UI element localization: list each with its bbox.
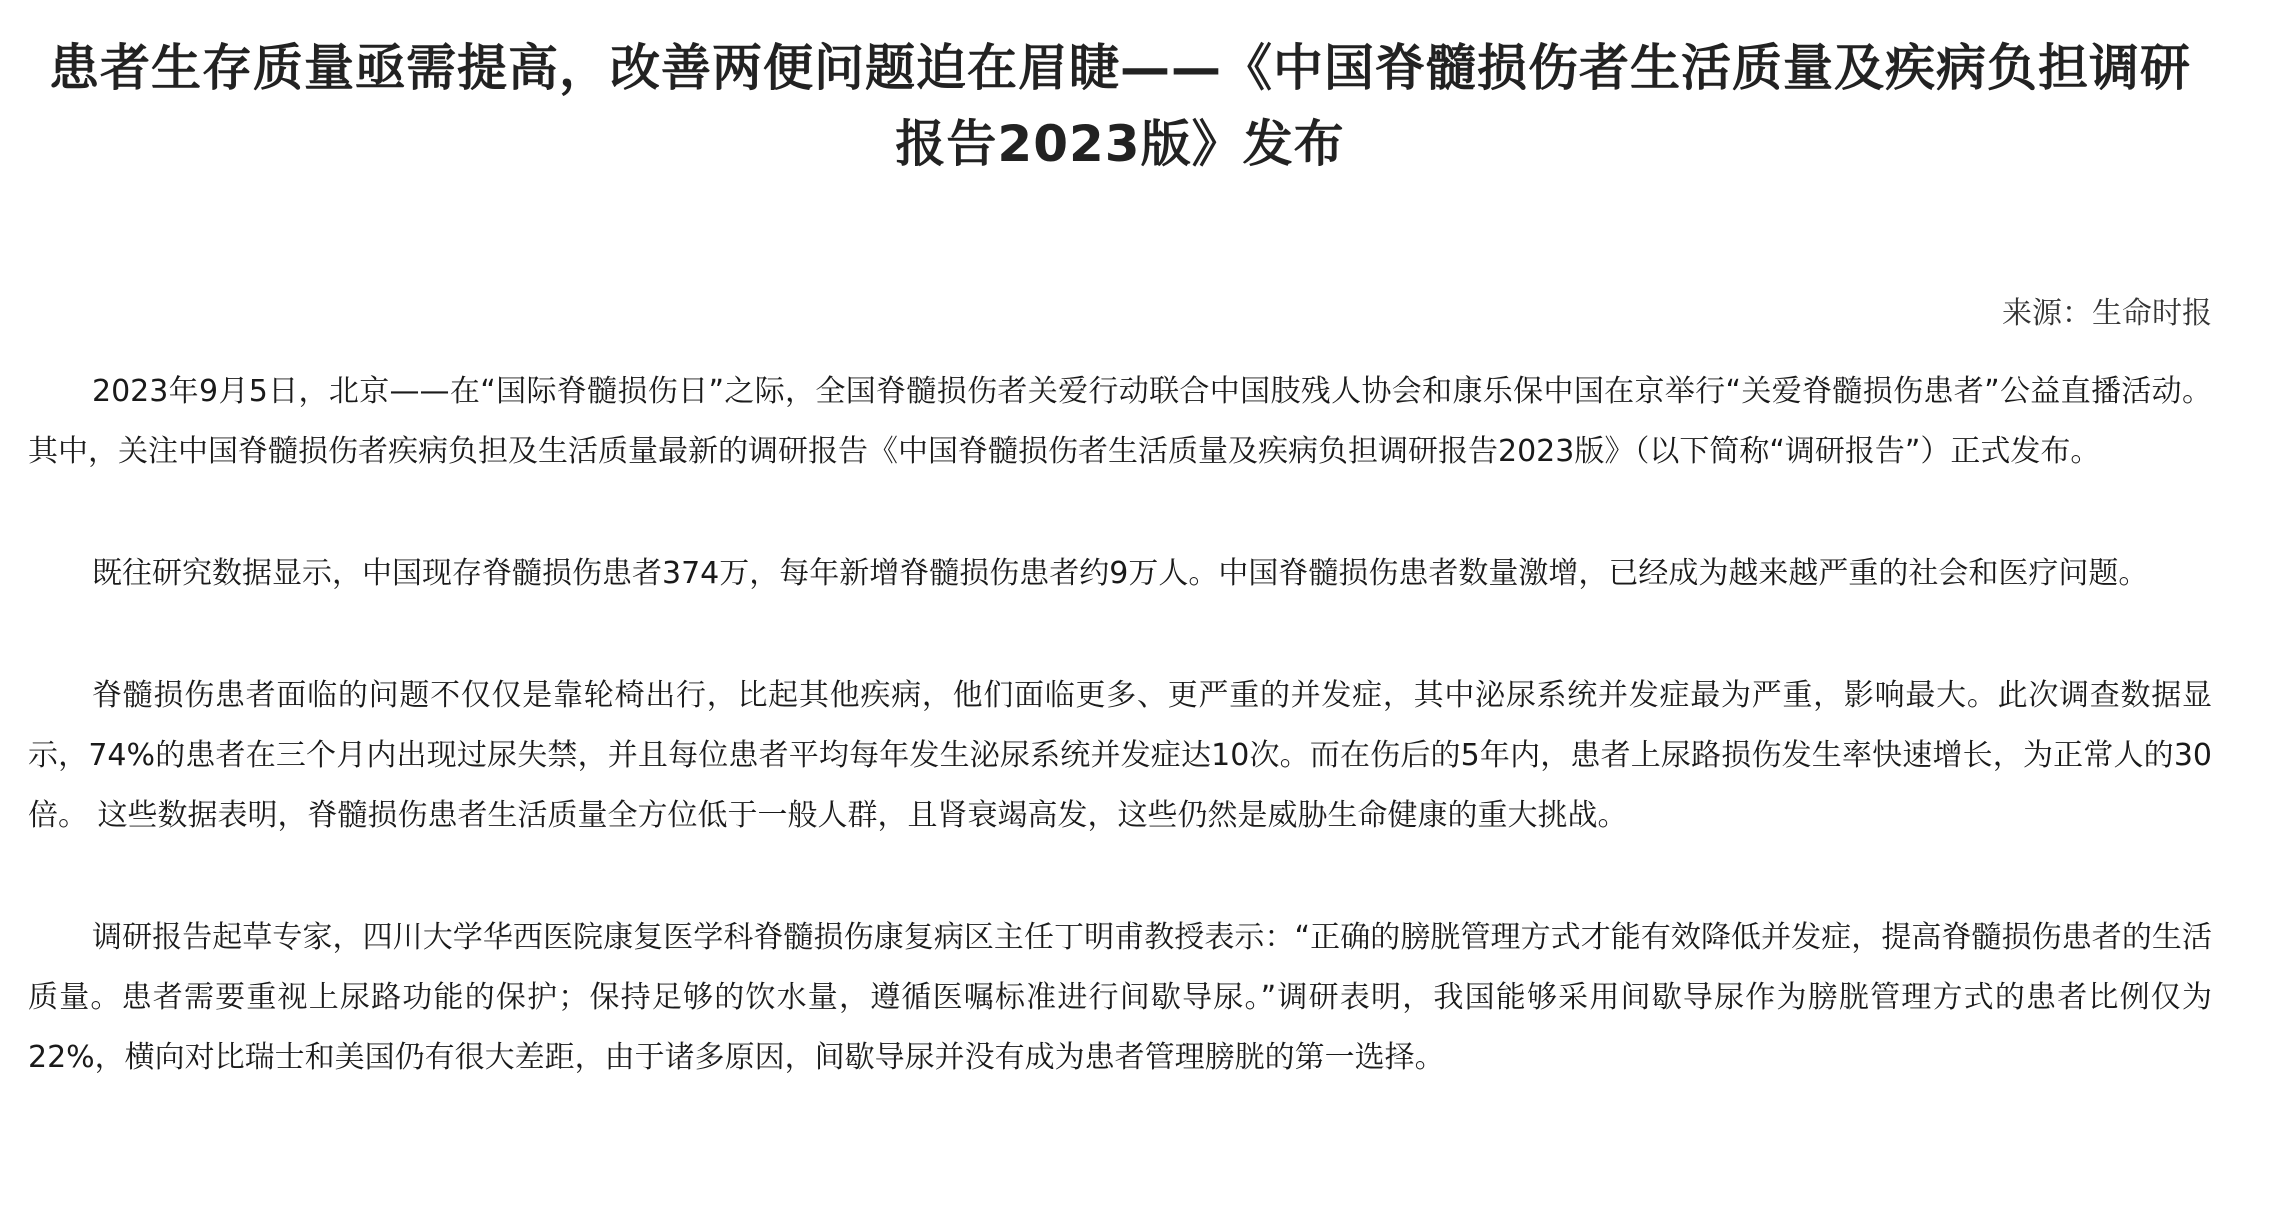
article-paragraph: 脊髓损伤患者面临的问题不仅仅是靠轮椅出行，比起其他疾病，他们面临更多、更严重的并发症，其中泌尿系统并发症最为严重，影响最大。此次调查数据显示，74%的患者在三个月内出现过尿失禁，并且每位患者平均每年发生泌尿系统并发症达10次。而在伤后的5年内，患者上尿路损伤发生率快速增长，为正常人的30倍。 这些数据表明，脊髓损伤患者生活质量全方位低于一般人群，且肾衰竭高发，这些仍然是威胁生命健康的重大挑战。 <box>28 678 2212 833</box>
article-title: 患者生存质量亟需提高，改善两便问题迫在眉睫——《中国脊髓损伤者生活质量及疾病负担调研报告2023版》发布 <box>49 39 2191 173</box>
article-paragraph: 2023年9月5日，北京——在“国际脊髓损伤日”之际，全国脊髓损伤者关爱行动联合中国肢残人协会和康乐保中国在京举行“关爱脊髓损伤患者”公益直播活动。其中，关注中国脊髓损伤者疾病负担及生活质量最新的调研报告《中国脊髓损伤者生活质量及疾病负担调研报告2023版》（以下简称“调研报告”）正式发布。 <box>28 374 2212 469</box>
article-source: 来源：生命时报 <box>2002 296 2212 331</box>
article <box>28 30 2212 1088</box>
article-paragraph: 调研报告起草专家，四川大学华西医院康复医学科脊髓损伤康复病区主任丁明甫教授表示：“正确的膀胱管理方式才能有效降低并发症，提高脊髓损伤患者的生活质量。患者需要重视上尿路功能的保护；保持足够的饮水量，遵循医嘱标准进行间歇导尿。”调研表明，我国能够采用间歇导尿作为膀胱管理方式的患者比例仅为22%，横向对比瑞士和美国仍有很大差距，由于诸多原因，间歇导尿并没有成为患者管理膀胱的第一选择。 <box>28 920 2212 1075</box>
article-paragraph: 既往研究数据显示，中国现存脊髓损伤患者374万，每年新增脊髓损伤患者约9万人。中国脊髓损伤患者数量激增，已经成为越来越严重的社会和医疗问题。 <box>92 556 2149 591</box>
